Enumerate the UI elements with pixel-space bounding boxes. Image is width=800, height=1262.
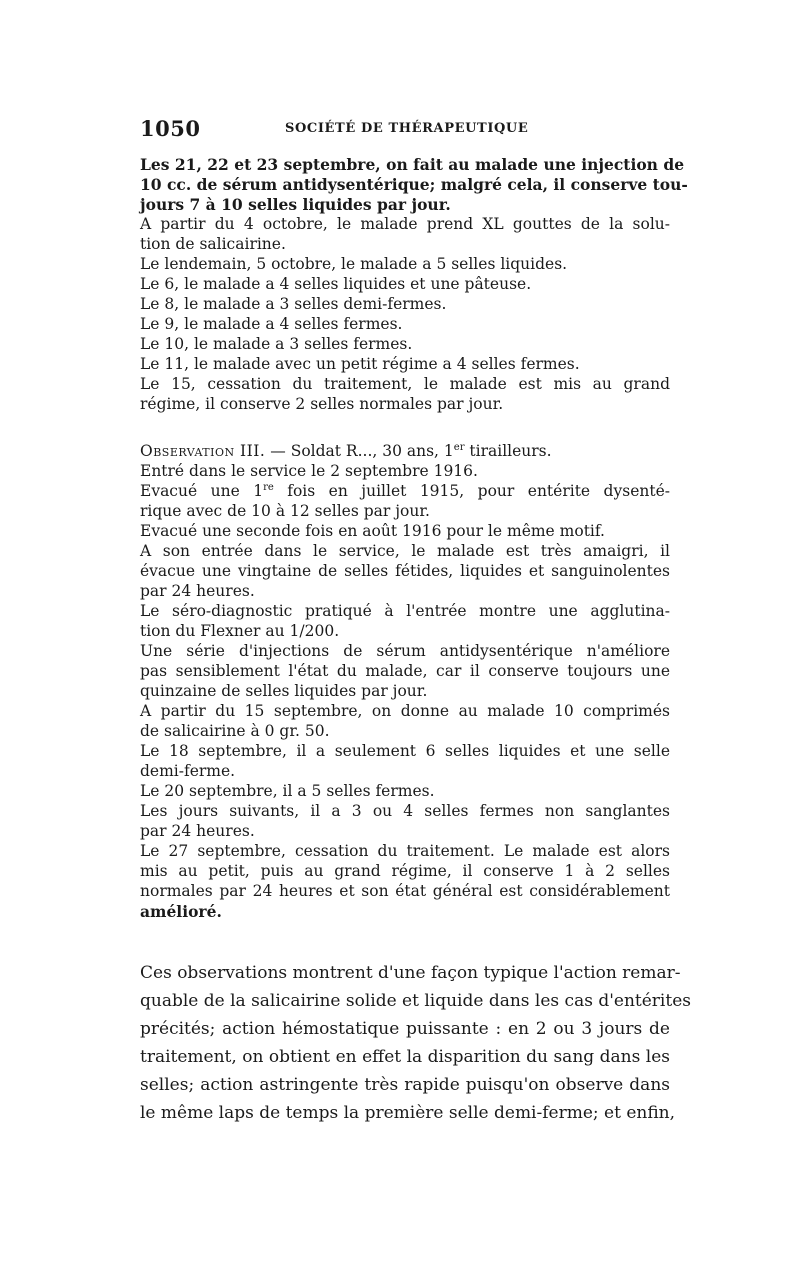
text-line: rique avec de 10 à 12 selles par jour. (140, 502, 430, 520)
page-header (140, 116, 665, 142)
text-line: A partir du 15 septembre, on donne au malade 10 comprimés (140, 702, 670, 720)
text-line: 10 cc. de sérum antidysentérique; malgré cela, il conserve tou- (140, 175, 688, 194)
text-line: Le lendemain, 5 octobre, le malade a 5 selles liquides. (140, 255, 568, 273)
text-line: quinzaine de selles liquides par jour. (140, 682, 428, 700)
running-head: SOCIÉTÉ DE THÉRAPEUTIQUE (285, 121, 529, 136)
text-line: précités; action hémostatique puissante : en 2 ou 3 jours de (140, 1019, 670, 1039)
text-line: pas sensiblement l'état du malade, car il conserve toujours une (140, 662, 670, 680)
text-line: Une série d'injections de sérum antidysentérique n'améliore (140, 642, 670, 660)
text-line: Le 8, le malade a 3 selles demi-fermes. (140, 295, 447, 313)
text-line: Le 15, cessation du traitement, le malade est mis au grand (140, 375, 670, 393)
text-line: Le 11, le malade avec un petit régime a 4 selles fermes. (140, 355, 580, 373)
text-fragment: Evacué une 1 (140, 482, 264, 500)
text-line: amélioré. (140, 902, 222, 921)
text-line: le même laps de temps la première selle demi-ferme; et enfin, (140, 1103, 676, 1123)
text-line: Le 27 septembre, cessation du traitement. Le malade est alors (140, 842, 670, 860)
text-line: Ces observations montrent d'une façon typique l'action remar- (140, 963, 681, 983)
text-line: jours 7 à 10 selles liquides par jour. (140, 195, 451, 214)
observation-heading (140, 442, 552, 461)
text-line: quable de la salicairine solide et liquide dans les cas d'entérites (140, 991, 691, 1011)
text-line: tion du Flexner au 1/200. (140, 622, 340, 640)
superscript: re (263, 482, 274, 493)
observation-heading-text: — Soldat R..., 30 ans, 1 (265, 442, 454, 460)
page-number: 1050 (140, 116, 201, 141)
text-line: A partir du 4 octobre, le malade prend XL gouttes de la solu- (140, 215, 670, 233)
text-line (140, 482, 670, 501)
text-line: Les jours suivants, il a 3 ou 4 selles fermes non sanglantes (140, 802, 670, 820)
observation-heading-text: tirailleurs. (464, 442, 552, 460)
text-line: A son entrée dans le service, le malade est très amaigri, il (140, 542, 670, 560)
text-fragment: fois en juillet 1915, pour entérite dysenté- (273, 482, 670, 500)
text-line: tion de salicairine. (140, 235, 286, 253)
text-line: évacue une vingtaine de selles fétides, liquides et sanguinolentes (140, 562, 670, 580)
text-line: selles; action astringente très rapide puisqu'on observe dans (140, 1075, 670, 1095)
text-line: demi-ferme. (140, 762, 236, 780)
text-line: Le 20 septembre, il a 5 selles fermes. (140, 782, 435, 800)
text-line: Le 18 septembre, il a seulement 6 selles liquides et une selle (140, 742, 670, 760)
text-line: par 24 heures. (140, 822, 255, 840)
text-line: normales par 24 heures et son état général est considérablement (140, 882, 670, 900)
text-line: Evacué une seconde fois en août 1916 pour le même motif. (140, 522, 605, 540)
text-line: par 24 heures. (140, 582, 255, 600)
text-line: Le 9, le malade a 4 selles fermes. (140, 315, 403, 333)
superscript: er (453, 442, 465, 453)
text-line: Le 10, le malade a 3 selles fermes. (140, 335, 413, 353)
text-line: Entré dans le service le 2 septembre 1916. (140, 462, 478, 480)
text-line: de salicairine à 0 gr. 50. (140, 722, 330, 740)
text-line: Le 6, le malade a 4 selles liquides et une pâteuse. (140, 275, 532, 293)
text-line: régime, il conserve 2 selles normales par jour. (140, 395, 504, 413)
text-line: traitement, on obtient en effet la disparition du sang dans les (140, 1047, 670, 1067)
observation-label: Observation III. (140, 442, 266, 460)
text-line: Le séro-diagnostic pratiqué à l'entrée montre une agglutina- (140, 602, 670, 620)
text-line: Les 21, 22 et 23 septembre, on fait au malade une injection de (140, 155, 685, 174)
text-line: mis au petit, puis au grand régime, il conserve 1 à 2 selles (140, 862, 670, 880)
